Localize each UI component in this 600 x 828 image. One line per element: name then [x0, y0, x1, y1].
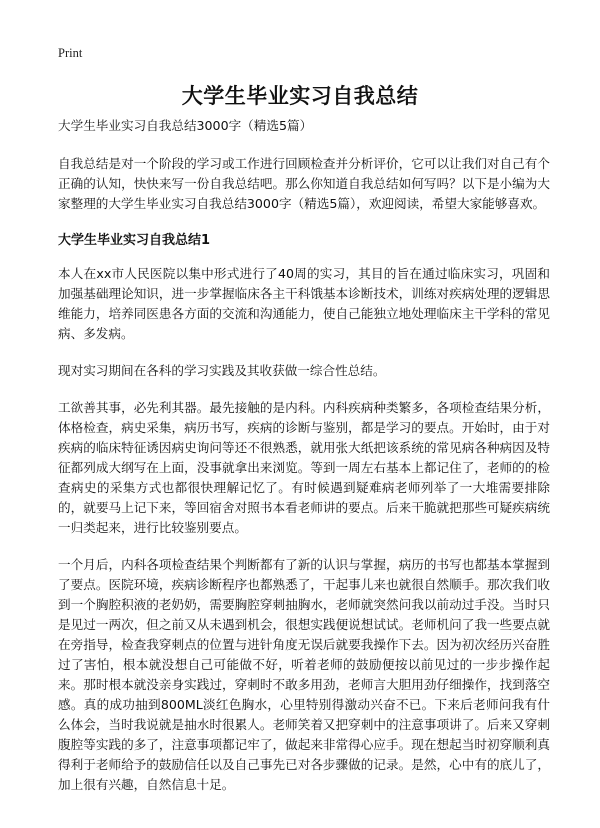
body-paragraph: 工欲善其事，必先利其器。最先接触的是内科。内科疾病种类繁多，各项检查结果分析，体格检查，病史采集，病历书写，疾病的诊断与鉴别，都是学习的要点。开始时，由于对疾病的临床特征诱因病史询问等还不很熟悉，就用张大纸把该系统的常见病各种病因及特征都列成大纲写在上面，没事就拿出来浏览。等到一周左右基本上都记住了，老师的的检查病史的采集方式也都很快理解记忆了。有时候遇到疑难病老师列举了一大堆需要排除的，就要马上记下来，等回宿舍对照书本看老师讲的要点。后来干脆就把那些可疑疾病统一归类起来，进行比较鉴别要点。: [58, 400, 550, 535]
article-body: [58, 116, 550, 795]
intro-paragraph: 自我总结是对一个阶段的学习或工作进行回顾检查并分析评价，它可以让我们对自己有个正确的认知，快快来写一份自我总结吧。那么你知道自我总结如何写吗？以下是小编为大家整理的大学生毕业实习自我总结3000字（精选5篇），欢迎阅读，希望大家能够喜欢。: [58, 156, 550, 211]
article-subtitle: 大学生毕业实习自我总结3000字（精选5篇）: [58, 118, 313, 133]
body-paragraph: 本人在xx市人民医院以集中形式进行了40周的实习，其目的旨在通过临床实习，巩固和加强基础理论知识，进一步掌握临床各主干科饿基本诊断技术，训练对疾病处理的逻辑思维能力，培养同医患各方面的交流和沟通能力，使自己能独立地处理临床主干学科的常见病、多发病。: [58, 266, 550, 341]
body-paragraph: 现对实习期间在各科的学习实践及其收获做一综合性总结。: [58, 363, 386, 378]
page-title: 大学生毕业实习自我总结: [181, 84, 419, 108]
print-link[interactable]: Print: [58, 46, 83, 60]
section-heading: 大学生毕业实习自我总结1: [58, 233, 211, 248]
body-paragraph: 一个月后，内科各项检查结果个判断都有了新的认识与掌握，病历的书写也都基本掌握到了要点。医院环境，疾病诊断程序也都熟悉了，干起事儿来也就很自然顺手。那次我们收到一个胸腔积液的老奶奶，需要胸腔穿刺抽胸水，老师就突然问我以前动过手没。当时只是见过一两次，但之前又从未遇到机会，很想实践便说想试试。老师机问了我一些要点就在旁指导，检查我穿刺点的位置与进针角度无误后就要我操作下去。因为初次经历兴奋胜过了害怕，根本就没想自己可能做不好，听着老师的鼓励便按以前见过的一步步操作起来。那时根本就没亲身实践过，穿刺时不敢多用劲，老师言大胆用劲仔细操作，找到落空感。真的成功抽到800ML淡红色胸水，心里特别得激动兴奋不已。下来后老师问我有什么体会，当时我说就是抽水时很累人。老师笑着又把穿刺中的注意事项讲了。后来又穿刺腹腔等实践的多了，注意事项都记牢了，做起来非常得心应手。现在想起当时初穿顺利真得利于老师给予的鼓励信任以及自己事先已对各步骤做的记录。是然，心中有的底儿了，加上很有兴趣，自然信息十足。: [58, 557, 550, 792]
